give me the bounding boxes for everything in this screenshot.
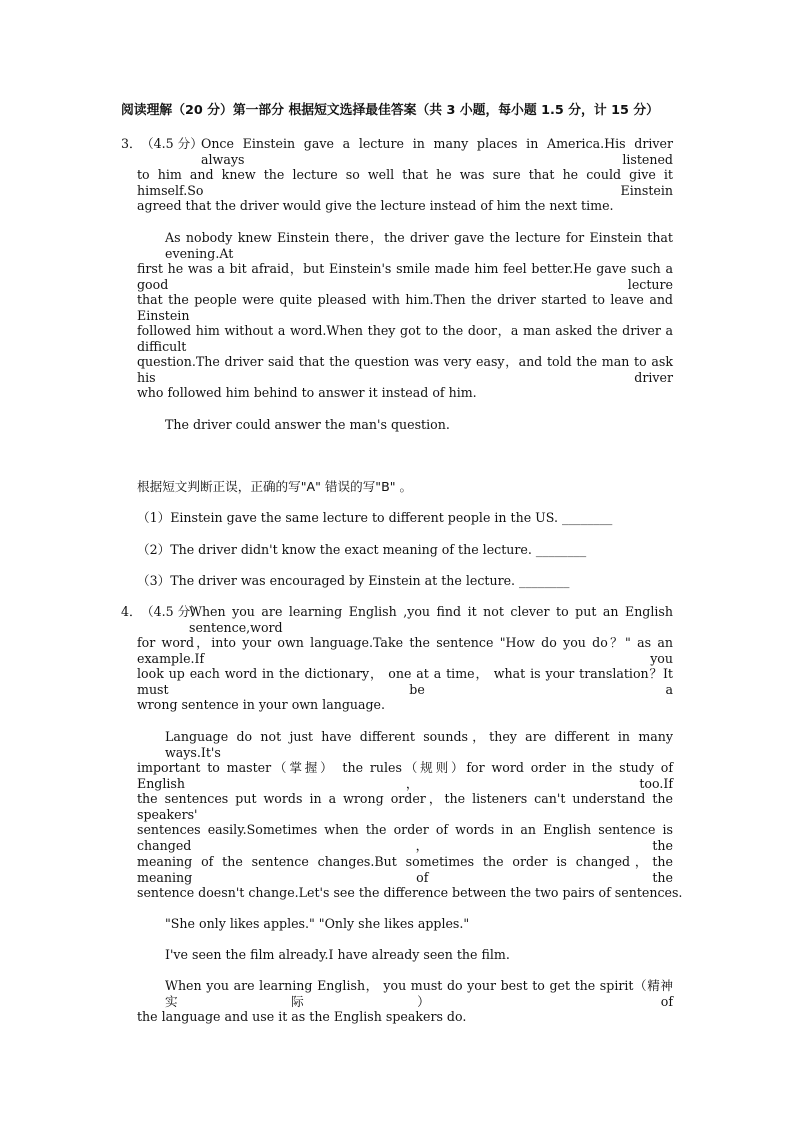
question-3-score: （4.5 分）: [141, 136, 203, 151]
q4-p1-line-1: When you are learning English ,you find it not clever to put an English sentence,word: [189, 604, 673, 635]
q4-p1-line-3: look up each word in the dictionary， one at a time， what is your translation？It must be a: [137, 666, 673, 697]
section-heading: 阅读理解（20 分）第一部分 根据短文选择最佳答案（共 3 小题，每小题 1.5 分，计 15 分）: [121, 103, 659, 118]
q3-p1-line-3: agreed that the driver would give the lecture instead of him the next time.: [137, 198, 614, 213]
question-3-number: 3．: [121, 136, 142, 151]
q4-p2-line-5: meaning of the sentence changes.But sometimes the order is changed，the meaning of the: [137, 854, 673, 885]
q4-example-2: I've seen the film already.I have already seen the film.: [165, 947, 510, 962]
q3-p2-line-6: who followed him behind to answer it instead of him.: [137, 385, 477, 400]
q4-p2-line-6: sentence doesn't change.Let's see the difference between the two pairs of sentences.: [137, 885, 683, 900]
q3-p2-line-5: question.The driver said that the question was very easy，and told the man to ask his driver: [137, 354, 673, 385]
q4-p2-line-4: sentences easily.Sometimes when the order of words in an English sentence is changed，the: [137, 822, 673, 853]
q3-item-1: （1）Einstein gave the same lecture to different people in the US. ________: [137, 510, 613, 525]
q3-statement: The driver could answer the man's question.: [165, 417, 450, 432]
q3-p2-line-4: followed him without a word.When they got to the door，a man asked the driver a difficult: [137, 323, 673, 354]
q4-example-1: "She only likes apples." "Only she likes apples.": [165, 916, 470, 931]
q3-p1-line-2: to him and knew the lecture so well that he was sure that he could give it himself.So Einstein: [137, 167, 673, 198]
q4-p3-line-2: the language and use it as the English speakers do.: [137, 1009, 467, 1024]
q4-p2-line-2: important to master（掌握） the rules（规则）for word order in the study of English，too.If: [137, 760, 673, 791]
q4-p1-line-2: for word，into your own language.Take the sentence "How do you do？" as an example.If you: [137, 635, 673, 666]
q3-item-2: （2）The driver didn't know the exact meaning of the lecture. ________: [137, 542, 587, 557]
q3-p2-line-2: first he was a bit afraid，but Einstein's smile made him feel better.He gave such a good lecture: [137, 261, 673, 292]
q3-p2-line-3: that the people were quite pleased with him.Then the driver started to leave and Einstein: [137, 292, 673, 323]
q3-instruction: 根据短文判断正误，正确的写"A" 错误的写"B" 。: [137, 479, 413, 494]
question-4-number: 4．: [121, 604, 142, 619]
q4-p2-line-1: Language do not just have different sounds，they are different in many ways.It's: [165, 729, 673, 760]
q4-p2-line-3: the sentences put words in a wrong order，the listeners can't understand the speakers': [137, 791, 673, 822]
q3-p2-line-1: As nobody knew Einstein there，the driver gave the lecture for Einstein that evening.At: [165, 230, 673, 261]
q3-item-3: （3）The driver was encouraged by Einstein at the lecture. ________: [137, 573, 570, 588]
question-4-score: （4.5 分）: [141, 604, 203, 619]
q4-p1-line-4: wrong sentence in your own language.: [137, 697, 386, 712]
q3-p1-line-1: Once Einstein gave a lecture in many places in America.His driver always listened: [201, 136, 673, 167]
q4-p3-line-1: When you are learning English， you must do your best to get the spirit（精神实际） of: [165, 978, 673, 1009]
